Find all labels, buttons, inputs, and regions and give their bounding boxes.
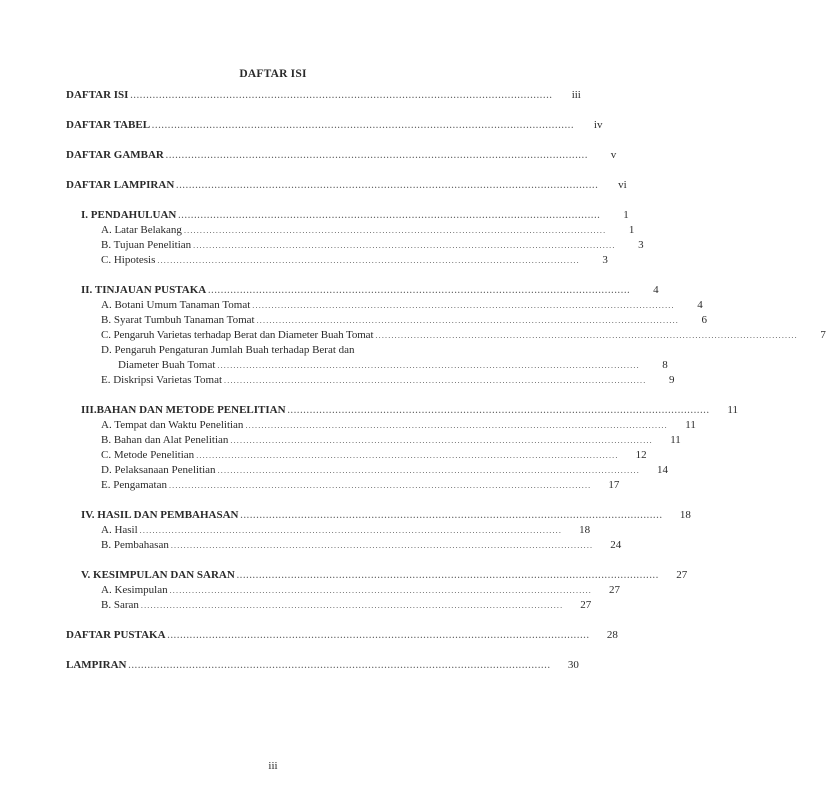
leader-dots: ....................................................................................................................................	[140, 601, 564, 610]
leader-dots: ....................................................................................................................................	[217, 466, 640, 475]
toc-page: 6	[701, 314, 707, 326]
toc-section[interactable]	[66, 478, 620, 493]
toc-label: DAFTAR GAMBAR	[66, 149, 164, 161]
leader-dots: ....................................................................................................................................	[167, 631, 590, 640]
toc-label: E. Pengamatan	[101, 479, 167, 491]
toc-label: C. Pengaruh Varietas terhadap Berat dan Diameter Buah Tomat	[101, 329, 374, 341]
toc-label: B. Syarat Tumbuh Tanaman Tomat	[101, 314, 255, 326]
toc-entry-daftar-lampiran[interactable]	[66, 178, 627, 193]
toc-entry-daftar-isi[interactable]	[66, 88, 581, 103]
toc-label: C. Metode Penelitian	[101, 449, 195, 461]
leader-dots: ....................................................................................................................................	[169, 586, 593, 595]
leader-dots: ....................................................................................................................................	[193, 241, 616, 250]
leader-dots: ....................................................................................................................................	[224, 376, 647, 385]
toc-page: 18	[679, 509, 691, 521]
leader-dots: ....................................................................................................................................	[375, 331, 798, 340]
toc-label: DAFTAR ISI	[66, 89, 129, 101]
toc-section[interactable]	[66, 298, 703, 313]
toc-section[interactable]	[66, 328, 826, 343]
toc-section[interactable]	[66, 598, 592, 613]
toc-page: iv	[593, 119, 603, 131]
toc-page: 30	[567, 659, 579, 671]
toc-page: 7	[820, 329, 826, 341]
toc-page: 3	[638, 239, 644, 251]
toc-label: I. PENDAHULUAN	[81, 209, 177, 221]
toc-entry-daftar-gambar[interactable]	[66, 148, 617, 163]
toc-page: 4	[697, 299, 703, 311]
toc-chapter-4[interactable]	[66, 508, 691, 523]
leader-dots: ....................................................................................................................................	[245, 421, 668, 430]
toc-label: B. Bahan dan Alat Penelitian	[101, 434, 229, 446]
leader-dots: ....................................................................................................................................	[168, 481, 592, 490]
toc-chapter-5[interactable]	[66, 568, 688, 583]
toc-page: 12	[635, 449, 647, 461]
toc-label: III.BAHAN DAN METODE PENELITIAN	[81, 404, 286, 416]
toc-page: iii	[571, 89, 581, 101]
leader-dots: ....................................................................................................................................	[287, 406, 710, 415]
toc-chapter-2[interactable]	[66, 283, 659, 298]
toc-section-continued[interactable]	[66, 358, 668, 373]
toc-label: B. Tujuan Penelitian	[101, 239, 192, 251]
toc-label: DAFTAR TABEL	[66, 119, 151, 131]
toc-page: 11	[685, 419, 696, 431]
toc-label: A. Hasil	[101, 524, 138, 536]
toc-entry-daftar-pustaka[interactable]	[66, 628, 618, 643]
toc-label: D. Pelaksanaan Penelitian	[101, 464, 216, 476]
toc-page: 24	[610, 539, 622, 551]
toc-section[interactable]	[66, 538, 622, 553]
leader-dots: ....................................................................................................................................	[170, 541, 594, 550]
leader-dots: ....................................................................................................................................	[139, 526, 563, 535]
toc-page: 4	[653, 284, 659, 296]
toc-label: A. Botani Umum Tanaman Tomat	[101, 299, 251, 311]
toc-label: LAMPIRAN	[66, 659, 127, 671]
page-number: iii	[268, 760, 278, 772]
toc-section[interactable]	[66, 523, 591, 538]
table-of-contents	[66, 88, 826, 673]
toc-label: C. Hipotesis	[101, 254, 156, 266]
toc-page: v	[610, 149, 617, 161]
leader-dots: ....................................................................................................................................	[130, 91, 553, 100]
toc-section[interactable]	[66, 433, 681, 448]
toc-label: II. TINJAUAN PUSTAKA	[81, 284, 207, 296]
toc-page: 17	[608, 479, 620, 491]
toc-section[interactable]	[66, 313, 707, 328]
toc-page: 3	[602, 254, 608, 266]
toc-label: Diameter Buah Tomat	[118, 359, 216, 371]
toc-section[interactable]	[66, 448, 647, 463]
toc-page: 14	[656, 464, 668, 476]
toc-label: DAFTAR PUSTAKA	[66, 629, 166, 641]
toc-section[interactable]	[66, 343, 461, 358]
toc-label: B. Pembahasan	[101, 539, 169, 551]
leader-dots: ....................................................................................................................................	[165, 151, 589, 160]
toc-label: A. Latar Belakang	[101, 224, 182, 236]
toc-label: B. Saran	[101, 599, 139, 611]
toc-section[interactable]	[66, 238, 644, 253]
toc-entry-daftar-tabel[interactable]	[66, 118, 603, 133]
page-title: DAFTAR ISI	[239, 68, 307, 80]
toc-section[interactable]	[66, 418, 696, 433]
toc-page: 27	[580, 599, 592, 611]
toc-page: 11	[727, 404, 738, 416]
toc-page: 1	[628, 224, 635, 236]
toc-page: 9	[668, 374, 675, 386]
leader-dots: ....................................................................................................................................	[196, 451, 619, 460]
leader-dots: ....................................................................................................................................	[157, 256, 580, 265]
toc-page: 18	[579, 524, 591, 536]
leader-dots: ....................................................................................................................................	[176, 181, 599, 190]
leader-dots: ....................................................................................................................................	[236, 571, 660, 580]
toc-page: 27	[609, 584, 621, 596]
toc-page: vi	[618, 179, 627, 191]
toc-label: D. Pengaruh Pengaturan Jumlah Buah terhadap Berat dan	[101, 344, 355, 356]
leader-dots: ....................................................................................................................................	[240, 511, 663, 520]
toc-label: DAFTAR LAMPIRAN	[66, 179, 175, 191]
leader-dots: ....................................................................................................................................	[183, 226, 607, 235]
toc-section[interactable]	[66, 253, 608, 268]
toc-label: A. Kesimpulan	[101, 584, 168, 596]
toc-page: 1	[623, 209, 629, 221]
toc-chapter-1[interactable]	[66, 208, 629, 223]
toc-label: V. KESIMPULAN DAN SARAN	[81, 569, 235, 581]
toc-section[interactable]	[66, 223, 635, 238]
toc-section[interactable]	[66, 373, 675, 388]
toc-chapter-3[interactable]	[66, 403, 738, 418]
toc-page: 28	[606, 629, 618, 641]
leader-dots: ....................................................................................................................................	[128, 661, 551, 670]
toc-section[interactable]	[66, 463, 668, 478]
leader-dots: ....................................................................................................................................	[217, 361, 640, 370]
leader-dots: ....................................................................................................................................	[230, 436, 653, 445]
leader-dots: ....................................................................................................................................	[152, 121, 575, 130]
leader-dots: ....................................................................................................................................	[178, 211, 601, 220]
toc-page: 27	[676, 569, 688, 581]
leader-dots: ....................................................................................................................................	[208, 286, 631, 295]
toc-label: IV. HASIL DAN PEMBAHASAN	[81, 509, 239, 521]
toc-page: 8	[662, 359, 668, 371]
toc-label: E. Diskripsi Varietas Tomat	[101, 374, 223, 386]
toc-label: A. Tempat dan Waktu Penelitian	[101, 419, 244, 431]
toc-section[interactable]	[66, 583, 621, 598]
toc-entry-lampiran[interactable]	[66, 658, 579, 673]
leader-dots: ....................................................................................................................................	[252, 301, 675, 310]
toc-page: 11	[670, 434, 681, 446]
leader-dots: ....................................................................................................................................	[256, 316, 679, 325]
